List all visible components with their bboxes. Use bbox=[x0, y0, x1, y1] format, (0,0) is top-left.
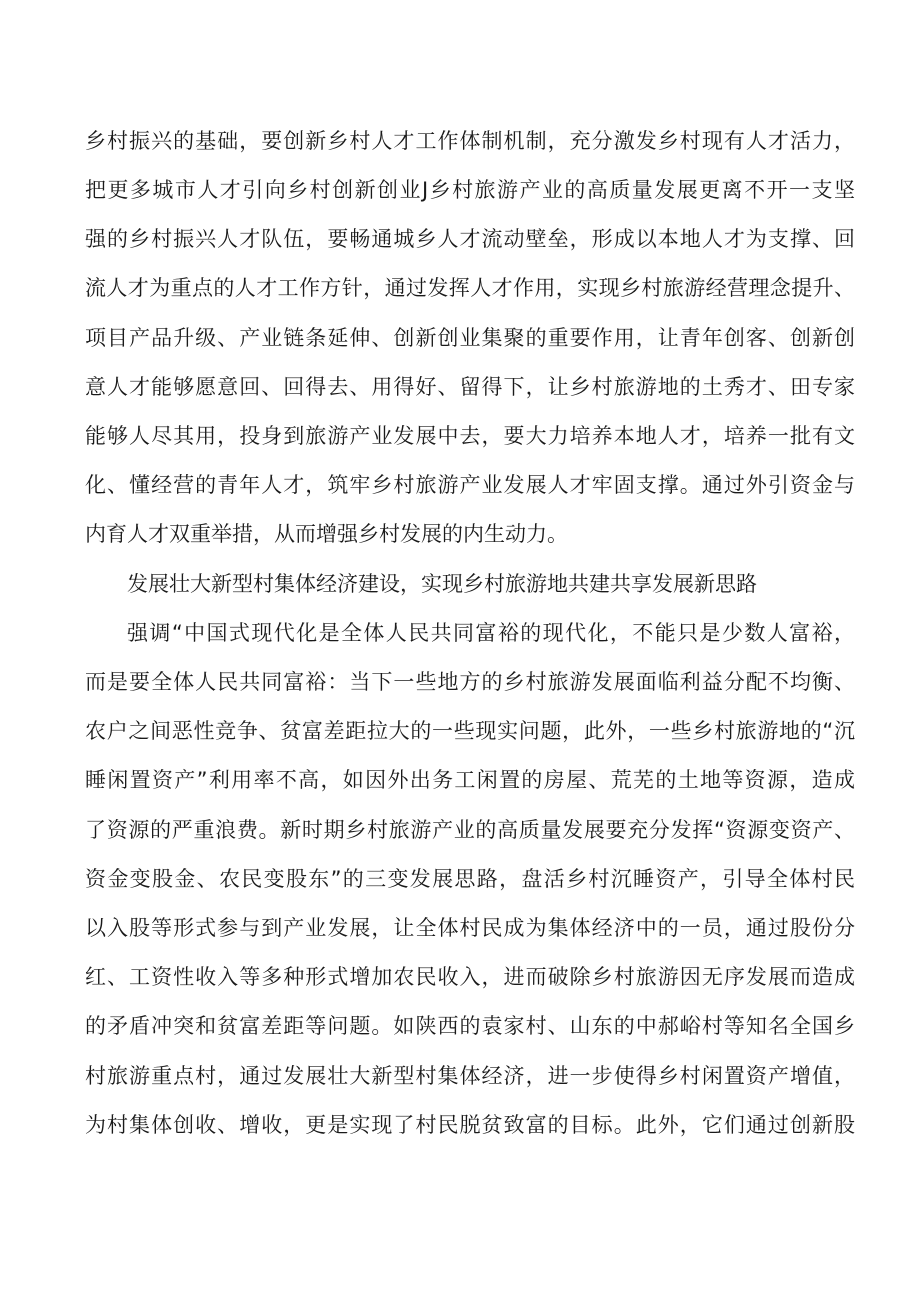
section-heading: 发展壮大新型村集体经济建设，实现乡村旅游地共建共享发展新思路 bbox=[127, 572, 757, 596]
body-text-line: 意人才能够愿意回、回得去、用得好、留得下，让乡村旅游地的土秀才、田专家 bbox=[85, 375, 855, 399]
body-text-line: 睡闲置资产”利用率不高，如因外出务工闲置的房屋、荒芜的土地等资源，造成 bbox=[85, 768, 855, 792]
body-text-line: 强的乡村振兴人才队伍，要畅通城乡人才流动壁垒，形成以本地人才为支撑、回 bbox=[85, 227, 855, 251]
body-text-line: 乡村振兴的基础，要创新乡村人才工作体制机制，充分激发乡村现有人才活力， bbox=[85, 129, 855, 153]
body-text-line: 红、工资性收入等多种形式增加农民收入，进而破除乡村旅游因无序发展而造成 bbox=[85, 965, 855, 989]
body-text-line: 以入股等形式参与到产业发展，让全体村民成为集体经济中的一员，通过股份分 bbox=[85, 916, 855, 940]
body-text-line: 把更多城市人才引向乡村创新创业J乡村旅游产业的高质量发展更离不开一支坚 bbox=[85, 178, 855, 202]
body-text-line: 的矛盾冲突和贫富差距等问题。如陕西的袁家村、山东的中郝峪村等知名全国乡 bbox=[85, 1014, 855, 1038]
body-text-line: 村旅游重点村，通过发展壮大新型村集体经济，进一步使得乡村闲置资产增值， bbox=[85, 1064, 855, 1088]
body-text-line: 流人才为重点的人才工作方针，通过发挥人才作用，实现乡村旅游经营理念提升、 bbox=[85, 276, 855, 300]
body-text-line: 资金变股金、农民变股东”的三变发展思路，盘活乡村沉睡资产，引导全体村民 bbox=[85, 867, 855, 891]
body-text-line: 了资源的严重浪费。新时期乡村旅游产业的高质量发展要充分发挥“资源变资产、 bbox=[85, 818, 855, 842]
body-text-line: 而是要全体人民共同富裕：当下一些地方的乡村旅游发展面临利益分配不均衡、 bbox=[85, 670, 855, 694]
body-text-line: 农户之间恶性竞争、贫富差距拉大的一些现实问题，此外，一些乡村旅游地的“沉 bbox=[85, 719, 855, 743]
body-text-line: 化、懂经营的青年人才，筑牢乡村旅游产业发展人才牢固支撑。通过外引资金与 bbox=[85, 473, 855, 497]
body-text-line: 强调“中国式现代化是全体人民共同富裕的现代化，不能只是少数人富裕， bbox=[127, 621, 855, 645]
body-text-line: 内育人才双重举措，从而增强乡村发展的内生动力。 bbox=[85, 522, 568, 546]
body-text-line: 项目产品升级、产业链条延伸、创新创业集聚的重要作用，让青年创客、创新创 bbox=[85, 326, 855, 350]
body-text-line: 能够人尽其用，投身到旅游产业发展中去，要大力培养本地人才，培养一批有文 bbox=[85, 424, 855, 448]
body-text-line: 为村集体创收、增收，更是实现了村民脱贫致富的目标。此外，它们通过创新股 bbox=[85, 1113, 855, 1137]
